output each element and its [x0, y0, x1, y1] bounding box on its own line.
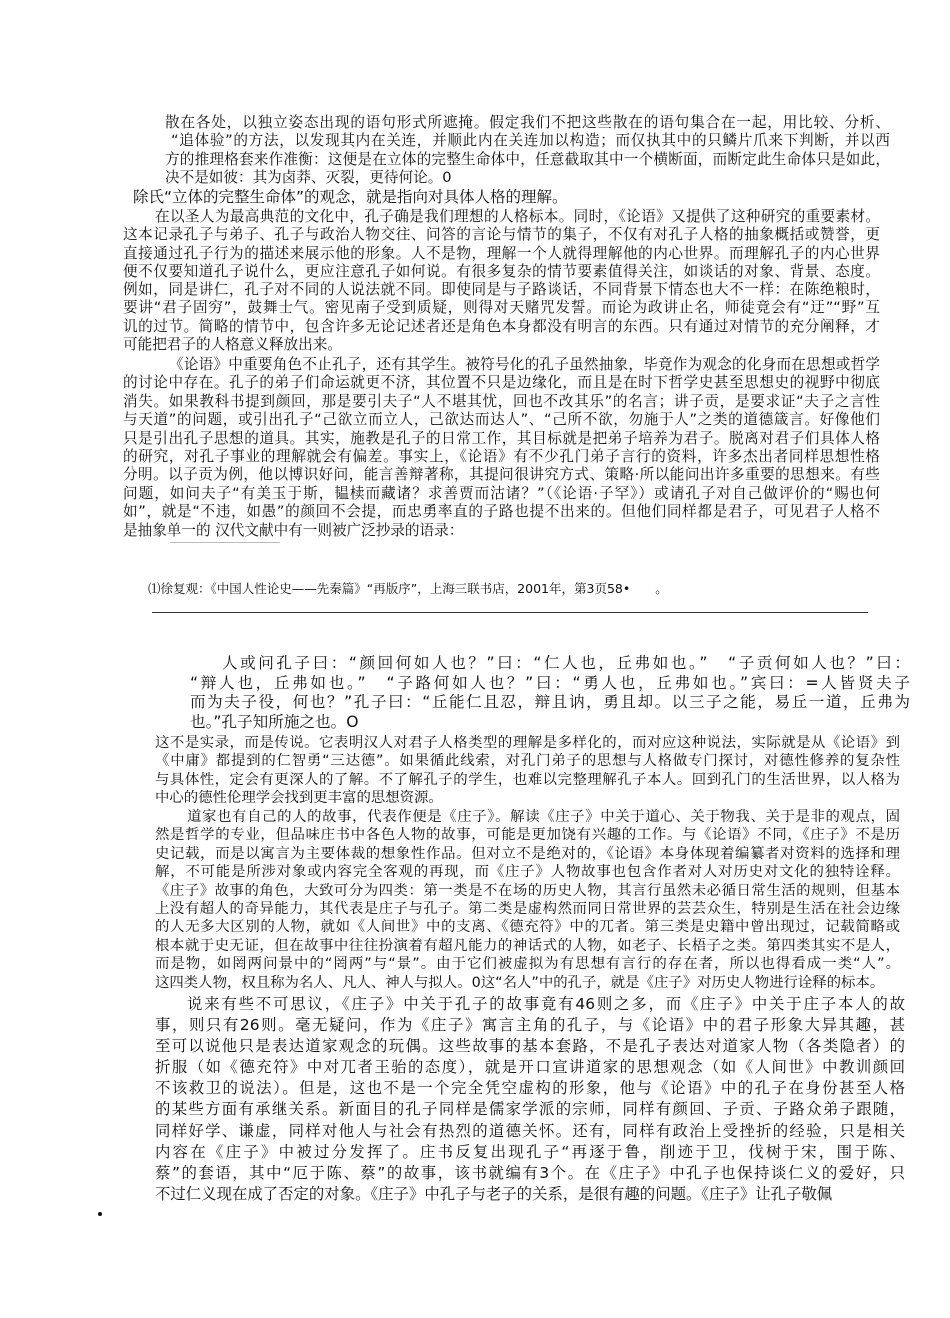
text-line: 也。”孔子知所施之也。O [190, 712, 359, 731]
text-line: 可能把君子的人格意义释放出来。 [123, 336, 342, 354]
text-line: 蔡”的套语，其中“厄于陈、蔡”的故事，该书就编有3个。在《庄子》中孔子也保持谈仁义的爱好，只 [155, 1163, 905, 1182]
text-line: 只是引出孔子思想的道具。其实，施教是孔子的日常工作，其目标就是把弟子培养为君子。脱离对君子们具体人格 [123, 429, 880, 447]
text-line: “辩人也，丘弗如也。” “子路何如人也？”曰：“勇人也，丘弗如也。”宾曰：=人皆贤夫子 [190, 673, 910, 692]
text-line: 不过仁义现在成了否定的对象。《庄子》中孔子与老子的关系，是很有趣的问题。《庄子》让孔子敬佩 [155, 1184, 833, 1203]
text-line: 不该救卫的说法）。但是，这也不是一个完全凭空虚构的形象，他与《论语》中的孔子在身份甚至人格 [155, 1079, 905, 1098]
text-line: 这四类人物，权且称为名人、凡人、神人与拟人。0这“名人”中的孔子，就是《庄子》对历史人物进行诠释的标本。 [155, 974, 885, 991]
text-line: 然是哲学的专业，但品味庄书中各色人物的故事，可能是更加饶有兴趣的工作。与《论语》不同，《庄子》不是历 [155, 827, 900, 844]
text-line: 《庄子》故事的角色，大致可分为四类：第一类是不在场的历史人物，其言行虽然未必循日常生活的规则，但基本 [155, 882, 900, 899]
paragraph-legend [155, 734, 900, 807]
text-line: “追体验”的方法，以发现其内在关连，并顺此内在关连加以构造；而仅执其中的只鳞片爪来下判断，并以西 [171, 132, 890, 150]
text-line: 史记载，而是以寓言为主要体裁的想象性作品。但对立不是绝对的，《论语》本身体现着编纂者对资料的选择和理 [155, 845, 900, 862]
text-line: 这本记录孔子与弟子、孔子与政治人物交往、问答的言论与情节的集子，不仅有对孔子人格的抽象概括或赞誉，更 [123, 226, 880, 244]
text-line: 说来有些不可思议，《庄子》中关于孔子的故事竟有46则之多，而《庄子》中关于庄子本人的故 [187, 995, 905, 1013]
text-line: 与具体性，定会有更深人的了解。不了解孔子的学生，也难以完整理解孔子本人。回到孔门的生活世界，以人格为 [155, 771, 900, 788]
text-line: 讥的过节。简略的情节中，包含许多无论记述者还是角色本身都没有明言的东西。只有通过对情节的充分阐释，才 [123, 317, 880, 335]
text-line: 的讨论中存在。孔子的弟子们命运就更不济，其位置不只是边缘化，而且是在时下哲学史甚至思想史的视野中彻底 [123, 374, 880, 392]
text-line: 道家也有自己的人的故事，代表作便是《庄子》。解读《庄子》中关于道心、关于物我、关于是非的观点，固 [187, 809, 900, 825]
text-line: 与天道”的问题，或引出孔子“己欲立而立人，己欲达而达人”、“己所不欲，勿施于人”之类的道德箴言。好像他们 [123, 411, 880, 429]
text-line: 内容在《庄子》中被过分发挥了。庄书反复出现孔子“再逐于鲁，削迹于卫，伐树于宋，围于陈、 [155, 1142, 905, 1161]
text-line: 直接通过孔子行为的描述来展示他的形象。人不是物，理解一个人就得理解他的内心世界。而理解孔子的内心世界 [123, 244, 880, 262]
faint-underline [170, 542, 280, 543]
text-line: 便不仅要知道孔子说什么，更应注意孔子如何说。有很多复杂的情节要素值得关注，如谈话的对象、背景、态度。 [123, 262, 880, 280]
text-line: 同样好学、谦虚，同样对他人与社会有热烈的道德关怀。还有，同样有政治上受挫折的经验，只是相关 [155, 1121, 905, 1140]
text-line: 根本就于史无证，但在故事中往往扮演着有超凡能力的神话式的人物，如老子、长梧子之类。第四类其实不是人， [155, 937, 900, 954]
block-quote-xu-fuguan [165, 114, 890, 187]
text-line: 要讲“君子固穷”，鼓舞士气。密见南子受到质疑，则得对天赌咒发誓。而论为政讲止名，师徒竟会有“迂”“野”互 [123, 299, 880, 317]
paragraph-confucius-model [123, 208, 880, 354]
text-line: 如”，就是“不违，如愚”的颜回不会提，而忠勇率直的子路也提不出来的。但他们同样都是君子，可见君子人格不 [123, 503, 880, 521]
text-line: 《论语》中重要角色不止孔子，还有其学生。被符号化的孔子虽然抽象，毕竟作为观念的化身而在思想或哲学 [169, 356, 880, 373]
text-line: 在以圣人为最高典范的文化中，孔子确是我们理想的人格标本。同时，《论语》又提供了这种研究的重要素材。 [155, 208, 880, 225]
text-line: 的某些方面有承继关系。新面目的孔子同样是儒家学派的宗师，同样有颜回、子贡、子路众弟子跟随， [155, 1100, 905, 1119]
text-line: 是抽象单一的 汉代文献中有一则被广泛抄录的语录： [123, 521, 464, 539]
paragraph-zhuangzi-roles [155, 808, 900, 992]
text-line: 事，则只有26则。毫无疑问，作为《庄子》寓言主角的孔子，与《论语》中的君子形象大异其趣，甚 [155, 1016, 905, 1035]
paragraph-zhuangzi-confucius [155, 994, 905, 1205]
page-divider [152, 612, 868, 613]
bullet-mark [98, 1212, 102, 1216]
text-line: 的研究，对孔子事业的理解就会有偏差。事实上，《论语》有不少孔门弟子言行的资料，许多杰出者同样思想性格 [123, 448, 880, 466]
text-line: 折服（如《德充符》中对兀者王骀的态度），就是开口宣讲道家的思想观念（如《人间世》中教训颜回 [155, 1058, 905, 1077]
paragraph-disciples [123, 356, 880, 540]
text-line: 这不是实录，而是传说。它表明汉人对君子人格类型的理解是多样化的，而对应这种说法，实际就是从《论语》到 [155, 735, 900, 751]
text-line: 决不是如彼：其为卤莽、灭裂，更待何论。0 [165, 168, 452, 186]
text-line: 问题，如问夫子“有美玉于斯，韫椟而藏诸？求善贾而沽诸？”（《论语·子罕》）或请孔子对自己做评价的“赐也何 [123, 484, 880, 502]
remark-line: 除氏“立体的完整生命体”的观念，就是指向对具体人格的理解。 [133, 188, 568, 206]
text-line: 《中庸》都提到的仁智勇“三达德”。如果循此线索，对孔门弟子的思想与人格做专门探讨，对德性修养的复杂性 [155, 753, 900, 770]
text-line: 至可以说他只是表达道家观念的玩偶。这些故事的基本套路，不是孔子表达对道家人物（各类隐者）的 [155, 1037, 905, 1056]
text-line: 的人无多大区别的人物，就如《人间世》中的支离、《德充符》中的兀者。第三类是史籍中曾出现过，记载简略或 [155, 919, 900, 936]
block-quote-han-text [190, 654, 910, 732]
text-line: 中心的德性伦理学会找到更丰富的思想资源。 [155, 789, 443, 806]
text-line: 人或问孔子曰：“颜回何如人也？”曰：“仁人也，丘弗如也。” “子贡何如人也？”曰： [222, 654, 910, 672]
text-line: 例如，同是讲仁，孔子对不同的人说法就不同。即使同是与子路谈话，不同背景下情态也大不一样：在陈绝粮时， [123, 281, 880, 299]
footnote: ⑴徐复观：《中国人性论史——先秦篇》“再版序”，上海三联书店，2001年，第3页58• 。 [148, 581, 668, 596]
text-line: 分明。以子贡为例，他以博识好问，能言善辩著称，其提问很讲究方式、策略·所以能问出许多重要的思想来。有些 [123, 466, 880, 484]
text-line: 消失。如果教科书提到颜回，那是要引夫子“人不堪其忧，回也不改其乐”的名言；讲子贡，是要求证“夫子之言性 [123, 392, 880, 410]
text-line: 而为夫子役，何也？”孔子曰：“丘能仁且忍，辩且讷，勇且却。以三子之能，易丘一道，丘弗为 [190, 693, 910, 712]
text-line: 解，不可能是所涉对象或内容完全客观的再现，而《庄子》人物故事也包含作者对人对历史对文化的独特诠释。 [155, 864, 900, 881]
text-line: 方的推理格套来作准衡：这便是在立体的完整生命体中，任意截取其中一个横断面，而断定此生命体只是如此， [165, 150, 890, 168]
text-line: 散在各处，以独立姿态出现的语句形式所遮掩。假定我们不把这些散在的语句集合在一起，用比较、分析、 [165, 114, 890, 131]
text-line: 而是物，如罔两问景中的“罔两”与“景”。由于它们被虚拟为有思想有言行的存在者，所以也得看成一类“人”。 [155, 956, 900, 973]
text-line: 上没有超人的奇异能力，其代表是庄子与孔子。第二类是虚构然而同日常世界的芸芸众生，特别是生活在社会边缘 [155, 901, 900, 918]
